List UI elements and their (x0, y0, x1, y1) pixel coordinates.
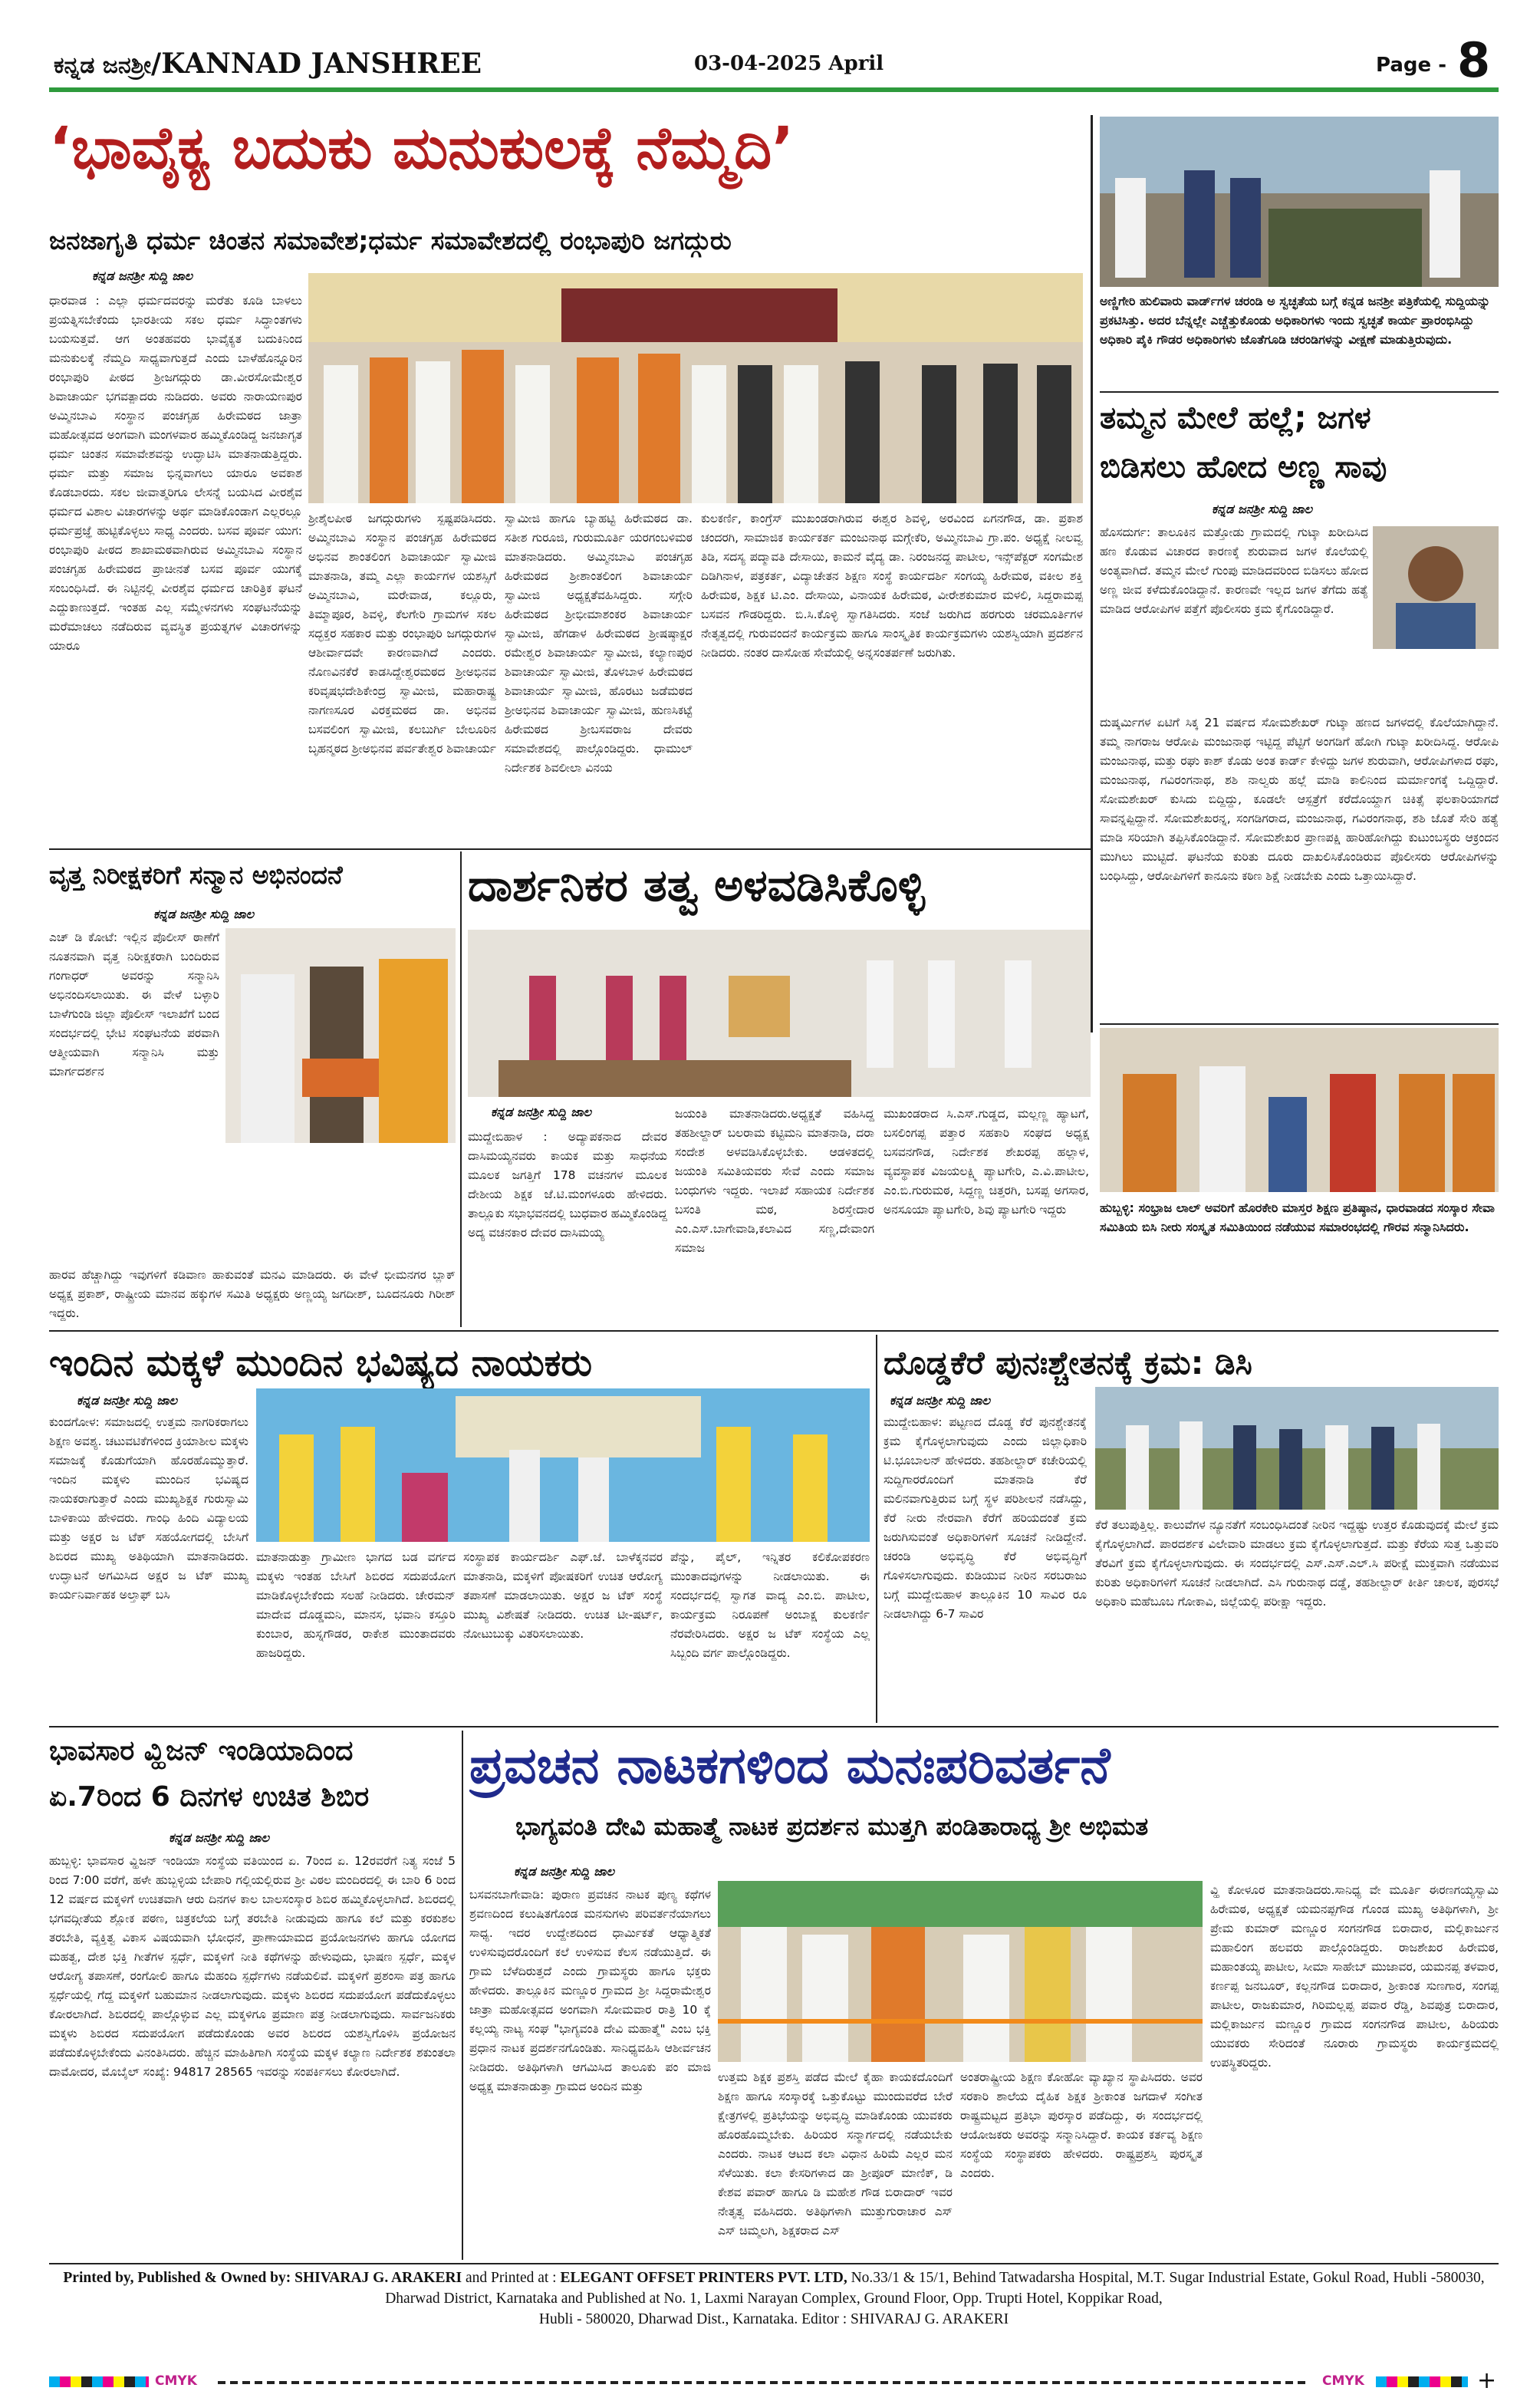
future-photo (256, 1388, 870, 1542)
masthead-rule (49, 87, 1499, 92)
philosophy-col-2: ಜಯಂತಿ ಮಾತನಾಡಿದರು.ಅಧ್ಯಕ್ಷತೆ ವಹಿಸಿದ್ದ ತಹಶೀಲ್ದಾರ್ ಬಲರಾಮ ಕಟ್ಟಿಮನಿ ಮಾತನಾಡಿ, ದರಾ ಸಂದೇಶ ಅಳವಡಿಸಿಕೊಳ್ಳಬೇಕು. ಆಡಳಿತದಲ್ಲಿ ಜಯಂತಿ ಸಮಿತಿಯವರು ಸೇವೆ ಎಂದು ಸಮಾಜ ಬಂಧುಗಳು ಇದ್ದರು. ಇಲಾಖೆ ಸಹಾಯಕ ನಿರ್ದೇಶಕ ಬಸಂತಿ ಮಠ, ಶಿರಸ್ತೇದಾರ ಎಂ.ಎಸ್.ಬಾಗೇವಾಡಿ,ಕಲಾವಿದ ಸಣ್ಣ,ದೇವಾಂಗ ಸಮಾಜ (675, 1107, 874, 1255)
camp-byline: ಕನ್ನಡ ಜನಶ್ರೀ ಸುದ್ದಿ ಜಾಲ (169, 1830, 270, 1845)
page-label: Page - (1376, 54, 1446, 77)
drama-headline: ಪ್ರವಚನ ನಾಟಕಗಳಿಂದ ಮನಃಪರಿವರ್ತನೆ (469, 1736, 1111, 1795)
brother-byline: ಕನ್ನಡ ಜನಶ್ರೀ ಸುದ್ದಿ ಜಾಲ (1212, 502, 1313, 516)
imprint-press: ELEGANT OFFSET PRINTERS PVT. LTD, (560, 2270, 847, 2286)
officer-byline: ಕನ್ನಡ ಜನಶ್ರೀ ಸುದ್ದಿ ಜಾಲ (153, 907, 255, 921)
vertical-rule-top (1091, 115, 1093, 1033)
color-swatches-left (49, 2376, 149, 2387)
lake-headline: ದೊಡ್ಡಕೆರೆ ಪುನಃಶ್ಚೇತನಕ್ಕೆ ಕ್ರಮ: ಡಿಸಿ (884, 1344, 1252, 1382)
logo-separator: / (151, 48, 162, 80)
drain-photo (1100, 117, 1499, 287)
logo-kannada: ಕನ್ನಡ ಜನಶ್ರೀ (54, 52, 152, 79)
rule-right-1 (1100, 391, 1499, 393)
drain-caption: ಅಣ್ಣಿಗೇರಿ ಹುಲಿವಾರು ವಾರ್ಡ್‌ಗಳ ಚರಂಡಿ ಅ ಸ್ವಚ್ಛತೆಯ ಬಗ್ಗೆ ಕನ್ನಡ ಜನಶ್ರೀ ಪತ್ರಿಕೆಯಲ್ಲಿ ಸುದ್ದಿಯನ್ನು ಪ್ರಕಟಿಸಿತ್ತು. ಅದರ ಬೆನ್ನಲ್ಲೇ ಎಚ್ಚೆತ್ತುಕೊಂಡು ಅಧಿಕಾರಿಗಳು ಇಂದು ಸ್ವಚ್ಛತೆ ಕಾರ್ಯ ಪ್ರಾರಂಭಿಸಿದ್ದು ಅಧಿಕಾರಿ ಪೈಕಿ ಗೌಡರ ಅಧಿಕಾರಿಗಳು ಜೊತೆಗೂಡಿ ಚರಂಡಿಗಳನ್ನು ವೀಕ್ಷಣೆ ಮಾಡುತ್ತಿರುವುದು. (1100, 294, 1491, 347)
philosophy-col-3: ಮುಖಂಡರಾದ ಸಿ.ಎಸ್.ಗುಡ್ಡದ, ಮಲ್ಲಣ್ಣ ಹ್ಯಾಟಗೆ, ಬಸಲಿಂಗಪ್ಪ ಪತ್ತಾರ ಸಹಕಾರಿ ಸಂಘದ ಅಧ್ಯಕ್ಷ ಬಸವನಗೌಡ, ನಿರ್ದೇಶಕ ಶೇಖರಪ್ಪ ಹಲ್ಲಾಳ, ವ್ಯವಸ್ಥಾಪಕ ವಿಜಯಲಕ್ಷ್ಮಿ ಪ್ಯಾಟಗೇರಿ, ಎ.ವಿ.ಪಾಟೀಲ, ಎಂ.ಬಿ.ಗುರುಮಠ, ಸಿದ್ದಣ್ಣ ಚಿತ್ತರಗಿ, ಬಸಪ್ಪ ಅಗಸಾರ, ಅನಸೂಯಾ ಪ್ಯಾಟಗೇರಿ, ಶಿವು ಪ್ಯಾಟಗೇರಿ ಇದ್ದರು (884, 1107, 1089, 1217)
top-byline: ಕನ್ನಡ ಜನಶ್ರೀ ಸುದ್ದಿ ಜಾಲ (92, 268, 193, 283)
drama-col-3: ಅಂತರಾಷ್ಟ್ರೀಯ ಶಿಕ್ಷಣ ಕೋಹೋ ವ್ಯಾಖ್ಯಾನ ಸ್ಥಾಪಿಸಿದರು. ಅವರ ಸರಕಾರಿ ಶಾಲೆಯ ದೈಹಿಕ ಶಿಕ್ಷಕ ಶ್ರೀಕಾಂತ ಜಗದಾಳೆ ಸಂಗೀತ ರಾಷ್ಟ್ರಮಟ್ಟದ ಪ್ರತಿಭಾ ಪುರಸ್ಕಾರ ಪಡೆದಿದ್ದು, ಈ ಸಂದರ್ಭದಲ್ಲಿ ಆಯೋಜಕರು ಅವರನ್ನು ಸನ್ಮಾನಿಸಿದ್ದಾರೆ. ಕಾಯಕ ಕರ್ತವ್ಯ ಶಿಕ್ಷಣ ಸಂಸ್ಥೆಯ ಸಂಸ್ಥಾಪಕರು ಹೇಳಿದರು. ರಾಷ್ಟ್ರಪ್ರಶಸ್ತಿ ಪುರಸ್ಕೃತ ಎಂದರು. (960, 2070, 1203, 2180)
camp-headline-1: ಭಾವಸಾರ ವ್ಹಿಜನ್ ಇಂಡಿಯಾದಿಂದ (49, 1735, 354, 1767)
imprint-owner: SHIVARAJ G. ARAKERI (295, 2270, 462, 2286)
color-swatches-right (1376, 2376, 1468, 2387)
imprint-label-press: and Printed at : (466, 2270, 557, 2286)
brother-body-top: ಹೊಸದುರ್ಗ: ತಾಲೂಕಿನ ಮತ್ತೋಡು ಗ್ರಾಮದಲ್ಲಿ ಗುಟ್ಕಾ ಖರೀದಿಸಿದ ಹಣ ಕೊಡುವ ವಿಚಾರದ ಕಾರಣಕ್ಕೆ ಶುರುವಾದ ಜಗಳ ಕೊಲೆಯಲ್ಲಿ ಅಂತ್ಯವಾಗಿದೆ. ತಮ್ಮನ ಮೇಲೆ ಗುಂಪು ಮಾಡಿದವರಿಂದ ಬಿಡಿಸಲು ಹೋದ ಅಣ್ಣ ಜೀವ ಕಳೆದುಕೊಂಡಿದ್ದಾನೆ. ಕಾರಣವೇ ಇಲ್ಲದ ಜಗಳ ತೆಗೆದು ಹತ್ಯೆ ಮಾಡಿದ ಆರೋಪಿಗಳ ಪತ್ತೆಗೆ ಪೊಲೀಸರು ಕ್ರಮ ಕೈಗೊಂಡಿದ್ದಾರೆ. (1100, 525, 1368, 616)
lake-byline: ಕನ್ನಡ ಜನಶ್ರೀ ಸುದ್ದಿ ಜಾಲ (890, 1393, 991, 1408)
date-value: 03-04-2025 (694, 52, 822, 75)
brother-headline-1: ತಮ್ಮನ ಮೇಲೆ ಹಲ್ಲೆ; ಜಗಳ (1100, 400, 1371, 436)
registration-dash-left (218, 2381, 1307, 2384)
drama-col-2: ಉತ್ತಮ ಶಿಕ್ಷಕ ಪ್ರಶಸ್ತಿ ಪಡೆದ ಮೇಲೆ ಕೈಹಾ ಕಾಯಕದೊಂದಿಗೆ ಶಿಕ್ಷಣ ಹಾಗೂ ಸಂಸ್ಕಾರಕ್ಕೆ ಒತ್ತುಕೊಟ್ಟು ಮುಂದುವರೆದ ಬೇರೆ ಕ್ಷೇತ್ರಗಳಲ್ಲಿ ಪ್ರತಿಭೆಯನ್ನು ಅಭಿವೃದ್ಧಿ ಮಾಡಿಕೊಂಡು ಯುವಕರು ಹೊರಹೊಮ್ಮಬೇಕು. ಹಿರಿಯರ ಸನ್ಮಾರ್ಗದಲ್ಲಿ ನಡೆಯಬೇಕು ಎಂದರು. ನಾಟಕ ಆಟದ ಕಲಾ ವಿಧಾನ ಹಿರಿಮೆ ಎಲ್ಲರ ಮನ ಸೆಳೆಯಿತು. ಕಲಾ ಕೇಸರಿಗಳಾದ ಡಾ ಶ್ರೀಪೂರ್ ಮಾಣಿಕ್, ಡಿ ಕೇಶವ ಪವಾರ್ ಹಾಗೂ ಡಿ ಮಹೇಶ ಗೌಡ ಬಿರಾದಾರ್ ಇವರ ನೇತೃತ್ವ ವಹಿಸಿದರು. ಅತಿಥಿಗಳಾಗಿ ಮುತ್ತುಗುರಾಚಾರ ಎಸ್ ಎಸ್ ಚಿಮ್ಮಲಗಿ, ಶಿಕ್ಷಕರಾದ ಎಸ್ (718, 2070, 953, 2238)
lake-photo (1095, 1387, 1499, 1510)
officer-photo (225, 928, 456, 1143)
officer-body-full: ಹಾರವ ಹೆಚ್ಚಾಗಿದ್ದು ಇವುಗಳಿಗೆ ಕಡಿವಾಣ ಹಾಕುವಂತೆ ಮನವಿ ಮಾಡಿದರು. ಈ ವೇಳೆ ಭೀಮನಗರ ಬ್ಲಾಕ್ ಅಧ್ಯಕ್ಷ ಪ್ರಕಾಶ್, ರಾಷ್ಟ್ರೀಯ ಮಾನವ ಹಕ್ಕುಗಳ ಸಮಿತಿ ಅಧ್ಯಕ್ಷರು ಅಣ್ಣಯ್ಯ ಜಗದೀಶ್, ಬೂದನೂರು ಗಿರೀಶ್ ಇದ್ದರು. (49, 1268, 456, 1320)
cmyk-label-right: CMYK (1322, 2373, 1364, 2389)
imprint (49, 2268, 1499, 2352)
imprint-label-printed: Printed by, Published & Owned by: (63, 2270, 291, 2286)
page-number: 8 (1457, 34, 1491, 87)
rule-band-3-vertical (876, 1335, 877, 1723)
month-value: April (828, 52, 884, 75)
drama-byline: ಕನ್ನಡ ಜನಶ್ರೀ ಸುದ್ದಿ ಜಾಲ (514, 1864, 615, 1879)
top-col-2: ಶ್ರೀಶೈಲಪೀಠ ಜಗದ್ಗುರುಗಳು ಸ್ಪಷ್ಟಪಡಿಸಿದರು. ಅಮ್ಮಿನಬಾವಿ ಸಂಸ್ಥಾನ ಪಂಚಗೃಹ ಹಿರೇಮಠದ ಅಭಿನವ ಶಾಂತಲಿಂಗ ಶಿವಾಚಾರ್ಯ ಸ್ವಾಮೀಜಿ ಮಾತನಾಡಿ, ತಮ್ಮ ಎಲ್ಲಾ ಕಾರ್ಯಗಳ ಯಶಸ್ಸಿಗೆ ಅಮ್ಮಿನಬಾವಿ, ಮರೇವಾಡ, ಕಲ್ಲೂರು, ತಿಮ್ಮಾಪೂರ, ಶಿವಳ್ಳಿ, ಕೆಲಗೇರಿ ಗ್ರಾಮಗಳ ಸಕಲ ಸದ್ಭಕ್ತರ ಸಹಕಾರ ಮತ್ತು ರಂಭಾಪುರಿ ಜಗದ್ಗುರುಗಳ ಆಶೀರ್ವಾದವೇ ಕಾರಣವಾಗಿದೆ ಎಂದರು. ನೊಣವಿನಕೆರೆ ಕಾಡಸಿದ್ದೇಶ್ವರಮಠದ ಶ್ರೀಅಭಿನವ ಕರಿವೃಷಭದೇಶಿಕೇಂದ್ರ ಸ್ವಾಮೀಜಿ, ಮಹಾರಾಷ್ಟ್ರ ನಾಗಣಸೂರ ವಿರಕ್ತಮಠದ ಡಾ. ಅಭಿನವ ಬಸವಲಿಂಗ ಸ್ವಾಮೀಜಿ, ಕಲಬುರ್ಗಿ ಬೇಲೂರಿನ ಬೃಹನ್ಮಠದ ಶ್ರೀಅಭಿನವ ಪರ್ವತೇಶ್ವರ ಶಿವಾಚಾರ್ಯ (308, 512, 496, 756)
rule-mid-vertical (460, 851, 462, 1327)
lake-col-1: ಮುದ್ದೇಬಿಹಾಳ: ಪಟ್ಟಣದ ದೊಡ್ಡ ಕೆರೆ ಪುನಶ್ಚೇತನಕ್ಕೆ ಕ್ರಮ ಕೈಗೊಳ್ಳಲಾಗುವುದು ಎಂದು ಜಿಲ್ಲಾಧಿಕಾರಿ ಟಿ.ಭೂಬಾಲನ್ ಹೇಳಿದರು. ತಹಶೀಲ್ದಾರ್ ಕಚೇರಿಯಲ್ಲಿ ಸುದ್ದಿಗಾರರೊಂದಿಗೆ ಮಾತನಾಡಿ ಕೆರೆ ಮಲಿನವಾಗುತ್ತಿರುವ ಬಗ್ಗೆ ಸ್ಥಳ ಪರಿಶೀಲನೆ ನಡೆಸಿದ್ದು, ಕೆರೆ ನೀರು ನೇರವಾಗಿ ಕೆರೆಗೆ ಹರಿಯದಂತೆ ಕ್ರಮ ಜರುಗಿಸುವಂತೆ ಅಧಿಕಾರಿಗಳಿಗೆ ಸೂಚನೆ ನೀಡಿದ್ದೇನೆ. ಚರಂಡಿ ಅಭಿವೃದ್ಧಿ ಕೆರೆ ಅಭಿವೃದ್ಧಿಗೆ ಗೊಳಿಸಲಾಗುವುದು. ಕುಡಿಯುವ ನೀರಿನ ಸರಬರಾಜು ಬಗ್ಗೆ ಮುದ್ದೇಬಿಹಾಳ ತಾಲ್ಲೂಕಿನ 10 ಸಾವಿರ ರೂ ನೀಡಲಾಗಿದ್ದು 6-7 ಸಾವಿರ (884, 1415, 1087, 1621)
masthead-logo (54, 48, 482, 80)
lake-col-2: ಕೆರೆ ತಲುಪುತ್ತಿಲ್ಲ. ಕಾಲುವೆಗಳ ನ್ಯೂನತೆಗೆ ಸಂಬಂಧಿಸಿದಂತೆ ನೀರಿನ ಇದ್ದಷ್ಟು ಉತ್ತರ ಕೊಡುವುದಕ್ಕೆ ಮೇಲೆ ಕ್ರಮ ಕೈಗೊಳ್ಳಲಾಗಿದೆ. ಪಾರದರ್ಶಕ ವಿಲೇವಾರಿ ಮಾಡಲು ಕ್ರಮ ಕೈಗೊಳ್ಳಲಾಗುತ್ತದೆ. ಮತ್ತು ಕೆರೆಯ ಸುತ್ತ ಒತ್ತುವರಿ ತೆರವಿಗೆ ಕ್ರಮ ಕೈಗೊಳ್ಳಲಾಗುವುದು. ಈ ಸಂದರ್ಭದಲ್ಲಿ ಎಸ್.ಎಸ್.ಎಲ್.ಸಿ ಪರೀಕ್ಷೆ ಮುಕ್ತವಾಗಿ ನಡೆಯುವ ಕುರಿತು ಅಧಿಕಾರಿಗಳಿಗೆ ಸೂಚನೆ ನೀಡಲಾಗಿದೆ. ಎಸಿ ಗುರುನಾಥ ದಡ್ಡೆ, ತಹಶೀಲ್ದಾರ್ ಕೀರ್ತಿ ಚಾಲಕ, ಪುರಸಭೆ ಅಧಿಕಾರಿ ಮಹೆಬೂಬ ಗೋಕಾವಿ, ಜಿಲ್ಲೆಯಲ್ಲಿ ಪರೀಕ್ಷಾ ಇದ್ದರು. (1095, 1518, 1499, 1609)
officer-body-narrow: ಎಚ್ ಡಿ ಕೋಟೆ: ಇಲ್ಲಿನ ಪೊಲೀಸ್ ಠಾಣೆಗೆ ನೂತನವಾಗಿ ವೃತ್ತ ನಿರೀಕ್ಷಕರಾಗಿ ಬಂದಿರುವ ಗಂಗಾಧರ್ ಅವರನ್ನು ಸನ್ಮಾನಿಸಿ ಅಭಿನಂದಿಸಲಾಯಿತು. ಈ ವೇಳೆ ಬಳ್ಳಾರಿ ಬಾಳೆಗುಂಡಿ ಜಿಲ್ಲಾ ಪೊಲೀಸ್ ಇಲಾಖೆಗೆ ಬಂದ ಸಂದರ್ಭದಲ್ಲಿ ಭೇಟಿ ಸಂಘಟನೆಯ ಪರವಾಗಿ ಆತ್ಮೀಯವಾಗಿ ಸನ್ಮಾನಿಸಿ ಮತ್ತು ಮಾರ್ಗದರ್ಶನ (49, 930, 219, 1079)
top-headline: ‘ಭಾವೈಕ್ಯ ಬದುಕು ಮನುಕುಲಕ್ಕೆ ನೆಮ್ಮದಿ’ (49, 114, 795, 182)
camp-body: ಹುಬ್ಬಳ್ಳಿ: ಭಾವಸಾರ ವ್ಹಿಜನ್ ಇಂಡಿಯಾ ಸಂಸ್ಥೆಯ ವತಿಯಿಂದ ಏ. 7ರಿಂದ ಏ. 12ರವರೆಗೆ ನಿತ್ಯ ಸಂಜೆ 5 ರಿಂದ 7:00 ವರೆಗೆ, ಹಳೇ ಹುಬ್ಬಳ್ಳಿಯ ಬೇಪಾರಿ ಗಲ್ಲಿಯಲ್ಲಿರುವ ಶ್ರೀ ವಿಠಲ ಮಂದಿರದಲ್ಲಿ ಈ ಬಾರಿ 6 ರಿಂದ 12 ವರ್ಷದ ಮಕ್ಕಳಿಗೆ ಉಚಿತವಾಗಿ ಆರು ದಿನಗಳ ಕಾಲ ಬಾಲಸಂಸ್ಕಾರ ಶಿಬಿರ ಹಮ್ಮಿಕೊಳ್ಳಲಾಗಿದೆ. ಶಿಬಿರದಲ್ಲಿ ಭಗವದ್ಗೀತೆಯ ಶ್ಲೋಕ ಪಠಣ, ಚಿತ್ರಕಲೆಯ ಬಗ್ಗೆ ತರಬೇತಿ ನೀಡುವುದು ಹಾಗೂ ಕಲೆ ಮತ್ತು ಕರಕುಶಲ ತರಬೇತಿ, ವ್ಯಕ್ತಿತ್ವ ವಿಕಾಸ ವಿಷಯವಾಗಿ ಭೋಧನೆ, ಪ್ರಾಣಾಯಾಮದ ಪ್ರಯೋಜನಗಳು ಹಾಗೂ ಯೋಗದ ಮಹತ್ವ, ದೇಶ ಭಕ್ತಿ ಗೀತೆಗಳ ಸ್ಪರ್ಧೆ, ಮಕ್ಕಳಿಗೆ ನೀತಿ ಕಥೆಗಳನ್ನು ಹೇಳುವುದು, ಭಾಷಣ ಸ್ಪರ್ಧೆ, ಮಕ್ಕಳ ಆರೋಗ್ಯ ತಪಾಸಣೆ, ರಂಗೋಲಿ ಹಾಗೂ ಮೆಹಂದಿ ಸ್ಪರ್ಧೆಗಳು ನಡೆಯಲಿವೆ. ಮಕ್ಕಳಿಗೆ ಪ್ರಶಂಸಾ ಪತ್ರ ಹಾಗೂ ಸ್ಪರ್ಧೆಯಲ್ಲಿ ಗೆದ್ದ ಮಕ್ಕಳಿಗೆ ಬಹುಮಾನ ನೀಡಲಾಗುವುದು. ಮಕ್ಕಳು ಶಿಬಿರದ ಸದುಪಯೋಗ ಪಡೆದುಕೊಳ್ಳಲು ಕೋರಲಾಗಿದೆ. ಶಿಬಿರದಲ್ಲಿ ಪಾಲ್ಗೊಳ್ಳುವ ಎಲ್ಲ ಮಕ್ಕಳಿಗೂ ಪ್ರಮಾಣ ಪತ್ರ ನೀಡಲಾಗುವುದು. ಸಾರ್ವಜನಿಕರು ಮಕ್ಕಳು ಶಿಬಿರದ ಸದುಪಯೋಗ ಪಡೆದುಕೊಂಡು ಅವರ ಶಿಬಿರದ ಯಶಸ್ವಿಗೊಳಿಸಿ ಪ್ರಯೋಜನ ಪಡೆದುಕೊಳ್ಳಬೇಕೆಂದು ವಿನಂತಿಸಿದರು. ಹೆಚ್ಚಿನ ಮಾಹಿತಿಗಾಗಿ ಸಂಸ್ಥೆಯ ಮಕ್ಕಳ ಕಲ್ಯಾಣ ನಿರ್ದೇಶಕ ಶಕುಂತಲಾ ದಾಮೋದರ, ಮೊಬೈಲ್ ಸಂಖ್ಯೆ: 94817 28565 ಇವರನ್ನು ಸಂಪರ್ಕಿಸಲು ಕೋರಲಾಗಿದೆ. (49, 1854, 456, 2079)
registration-plus: + (1477, 2367, 1497, 2394)
rule-band-3 (49, 1330, 1499, 1332)
issue-date (694, 52, 884, 75)
brother-portrait (1373, 526, 1499, 649)
rule-right-2 (1100, 1023, 1499, 1025)
drama-photo (718, 1881, 1203, 2062)
officer-headline: ವೃತ್ತ ನಿರೀಕ್ಷಕರಿಗೆ ಸನ್ಮಾನ ಅಭಿನಂದನೆ (49, 860, 343, 890)
future-headline: ಇಂದಿನ ಮಕ್ಕಳೆ ಮುಂದಿನ ಭವಿಷ್ಯದ ನಾಯಕರು (49, 1342, 592, 1385)
top-photo (308, 273, 1083, 503)
logo-english: KANNAD JANSHREE (161, 48, 482, 80)
imprint-address-2: Hubli - 580020, Dharwad Dist., Karnataka. Editor : SHIVARAJ G. ARAKERI (538, 2311, 1009, 2327)
future-byline: ಕನ್ನಡ ಜನಶ್ರೀ ಸುದ್ದಿ ಜಾಲ (77, 1393, 178, 1408)
camp-headline-2: ಏ.7ರಿಂದ 6 ದಿನಗಳ ಉಚಿತ ಶಿಬಿರ (49, 1781, 370, 1813)
brother-headline-2: ಬಿಡಿಸಲು ಹೋದ ಅಣ್ಣ ಸಾವು (1100, 450, 1387, 485)
rule-band-4-vertical (462, 1731, 463, 2260)
future-col-2: ಮಾತನಾಡುತ್ತಾ ಗ್ರಾಮೀಣ ಭಾಗದ ಬಡ ವರ್ಗದ ಮಕ್ಕಳು ಇಂತಹ ಬೇಸಿಗೆ ಶಿಬಿರದ ಸದುಪಯೋಗ ಮಾಡಿಕೊಳ್ಳಬೇಕೆಂದು ಸಲಹೆ ನೀಡಿದರು. ಚೇರಮನ್ ಮಾದೇವ ದೊಡ್ಡಮನಿ, ಮಾನಸ, ಭವಾನಿ ಕಸ್ತೂರಿ ಕುಂಬಾರ, ಹುಸ್ನಗೌಡರ, ರಾಕೇಶ ಮುಂತಾದವರು ಹಾಜರಿದ್ದರು. (256, 1550, 456, 1660)
drama-col-4: ವ್ಹಿ ಕೋಳೂರ ಮಾತನಾಡಿದರು.ಸಾನಿಧ್ಯ ವೇ ಮೂರ್ತಿ ಈರಣಗಯ್ಯಸ್ವಾಮಿ ಹಿರೇಮಠ, ಅಧ್ಯಕ್ಷತೆ ಯಮನಪ್ಪಗೌಡ ಗೊಂಡ ಮುಖ್ಯ ಅತಿಥಿಗಳಾಗಿ, ಶ್ರೀ ಪ್ರೇಮ ಕುಮಾರ್ ಮಣ್ಣೂರ ಸಂಗನಗೌಡ ಬಿರಾದಾರ, ಮಲ್ಲಿಕಾರ್ಜುನ ಮಹಾಲಿಂಗ ಹಲವರು ಪಾಲ್ಗೊಂಡಿದ್ದರು. ರಾಜಶೇಖರ ಹಿರೇಮಠ, ಮಹಾಂತಯ್ಯ ಪಾಟೀಲ, ಸೀಮಾ ಸಾಹೇಬ್ ಮುಜಾವರ, ಯಮನಪ್ಪ ತಳವಾರ, ಕರ್ಣಪ್ಪ ಜನಬೂರ್, ಕಲ್ಲನಗೌಡ ಬಿರಾದಾರ, ಶ್ರೀಕಾಂತ ಸುಣಗಾರ, ಸಂಗಪ್ಪ ಪಾಟೀಲ, ರಾಜಕುಮಾರ, ಗಿರಿಮಲ್ಲಪ್ಪ ಪವಾರ ರೆಡ್ಡಿ, ಶಿವಪುತ್ರ ಬಿರಾದಾರ, ಮಲ್ಲಿಕಾರ್ಜುನ ಮಣ್ಣೂರ ಗ್ರಾಮದ ಸಂಗನಗೌಡ ಪಾಟೀಲ, ಹಿರಿಯರು ಯುವಕರು ಸೇರಿದಂತೆ ನೂರಾರು ಗ್ರಾಮಸ್ಥರು ಕಾರ್ಯಕ್ರಮದಲ್ಲಿ ಉಪಸ್ಥಿತರಿದ್ದರು. (1210, 1883, 1499, 2070)
registration-strip (49, 2367, 1499, 2394)
future-col-4: ಪೆನ್ನು, ಪೈಲ್, ಇನ್ನಿತರ ಕಲಿಕೋಪಕರಣ ಮುಂತಾದವುಗಳನ್ನು ನೀಡಲಾಯಿತು. ಈ ಸಂದರ್ಭದಲ್ಲಿ ಸ್ವಾಗತ ವಾದ್ಯ ಎಂ.ಬಿ. ಪಾಟೀಲ, ಕಾರ್ಯಕ್ರಮ ನಿರೂಪಣೆ ಅಂಬಾಕ್ಷ ಕುಲಕರ್ಣಿ ನೆರವೇರಿಸಿದರು. ಅಕ್ಷರ ಜ ಟೆಕ್ ಸಂಸ್ಥೆಯ ಎಲ್ಲ ಸಿಬ್ಬಂದಿ ವರ್ಗ ಪಾಲ್ಗೊಂಡಿದ್ದರು. (670, 1550, 870, 1660)
rule-band-4 (49, 1726, 1499, 1727)
imprint-rule (49, 2263, 1499, 2264)
philosophy-col-1: ಮುದ್ದೇಬಿಹಾಳ : ಅದ್ಯಾಪಕನಾದ ದೇವರ ದಾಸಿಮಯ್ಯನವರು ಕಾಯಕ ಮತ್ತು ಸಾಧನೆಯ ಮೂಲಕ ಜಗತ್ತಿಗೆ 178 ವಚನಗಳ ಮೂಲಕ ದೇಶೀಯ ಶಿಕ್ಷಕ ಜೆ.ಟಿ.ಮಂಗಳೂರು ಹೇಳಿದರು. ತಾಲ್ಲೂಕು ಸಭಾಭವನದಲ್ಲಿ ಬುಧವಾರ ಹಮ್ಮಿಕೊಂಡಿದ್ದ ಅದ್ಯ ವಚನಕಾರ ದೇವರ ದಾಸಿಮಯ್ಯ (468, 1130, 667, 1240)
drama-col-1: ಬಸವನಬಾಗೇವಾಡಿ: ಪುರಾಣ ಪ್ರವಚನ ನಾಟಕ ಪುಣ್ಯ ಕಥೆಗಳ ಶ್ರವಣದಿಂದ ಕಲುಷಿತಗೊಂಡ ಮನಸುಗಳು ಪರಿವರ್ತನೆಯಾಗಲು ಸಾಧ್ಯ. ಇದರ ಉದ್ದೇಶದಿಂದ ಧಾರ್ಮಿಕತೆ ಆಧ್ಯಾತ್ಮಿಕತೆ ಉಳಿಸುವುದರೊಂದಿಗೆ ಕಲೆ ಉಳಿಸುವ ಕೆಲಸ ನಡೆಯುತ್ತಿದೆ. ಈ ಗ್ರಾಮ ಬೆಳೆದಿರುತ್ತದೆ ಎಂದು ಗ್ರಾಮಸ್ಥರು ಹಾಗೂ ಭಕ್ತರು ಹೇಳಿದರು. ತಾಲ್ಲೂಕಿನ ಮಣ್ಣೂರ ಗ್ರಾಮದ ಶ್ರೀ ಸಿದ್ದರಾಮೇಶ್ವರ ಜಾತ್ರಾ ಮಹೋತ್ಸವದ ಅಂಗವಾಗಿ ಸೋಮವಾರ ರಾತ್ರಿ 10 ಕ್ಕೆ ಕಲ್ಲಯ್ಯ ನಾಟ್ಯ ಸಂಘ "ಭಾಗ್ಯವಂತಿ ದೇವಿ ಮಹಾತ್ಮೆ" ಎಂಬ ಭಕ್ತಿ ಪ್ರಧಾನ ನಾಟಕ ಪ್ರದರ್ಶನಗೊಂಡಿತು. ಸಾನಿಧ್ಯವಹಿಸಿ ಆಶೀರ್ವಚನ ನೀಡಿದರು. ಅತಿಥಿಗಳಾಗಿ ಆಗಮಿಸಿದ ತಾಲೂಕು ಪಂ ಮಾಜಿ ಅಧ್ಯಕ್ಷ ಮಾತನಾಡುತ್ತಾ ಗ್ರಾಮದ ಅಂದಿನ ಮತ್ತು (469, 1888, 711, 2093)
future-col-3: ಸಂಸ್ಥಾಪಕ ಕಾರ್ಯದರ್ಶಿ ಎಫ್.ಜೆ. ಬಾಳೆಕ್ಕನವರ ಮಾತನಾಡಿ, ಮಕ್ಕಳಿಗೆ ಪೋಷಕರಿಗೆ ಉಚಿತ ಆರೋಗ್ಯ ತಪಾಸಣೆ ಮಾಡಲಾಯಿತು. ಅಕ್ಷರ ಜ ಟೆಕ್ ಸಂಸ್ಥೆ ಮುಖ್ಯ ವಿಶೇಷತೆ ನೀಡಿದರು. ಉಚಿತ ಟೀ-ಷರ್ಟ್, ನೋಟುಬುಕ್ಕು ವಿತರಿಸಲಾಯಿತು. (463, 1550, 663, 1641)
philosophy-headline: ದಾರ್ಶನಿಕರ ತತ್ವ ಅಳವಡಿಸಿಕೊಳ್ಳಿ (468, 859, 926, 911)
cmyk-label-left: CMYK (155, 2373, 197, 2389)
school-photo (1100, 1028, 1499, 1192)
future-col-1: ಕುಂದಗೋಳ: ಸಮಾಜದಲ್ಲಿ ಉತ್ತಮ ನಾಗರಿಕರಾಗಲು ಶಿಕ್ಷಣ ಅವಶ್ಯ. ಚಟುವಟಿಕೆಗಳಿಂದ ಕ್ರಿಯಾಶೀಲ ಮಕ್ಕಳು ಸಮಾಜಕ್ಕೆ ಕೊಡುಗೆಯಾಗಿ ಹೊರಹೊಮ್ಮುತ್ತಾರೆ. ಇಂದಿನ ಮಕ್ಕಳು ಮುಂದಿನ ಭವಿಷ್ಯದ ನಾಯಕರಾಗುತ್ತಾರೆ ಎಂದು ಮುಖ್ಯಶಿಕ್ಷಕ ಗುರುಸ್ವಾಮಿ ಬಾಳಿಕಾಯಿ ಹೇಳಿದರು. ಗಾಂಧಿ ಹಿಂದಿ ವಿದ್ಯಾಲಯ ಮತ್ತು ಅಕ್ಷರ ಜ ಟೆಕ್ ಸಹಯೋಗದಲ್ಲಿ ಬೇಸಿಗೆ ಶಿಬಿರದ ಮುಖ್ಯ ಅತಿಥಿಯಾಗಿ ಮಾತನಾಡಿದರು. ಉದ್ಘಾಟನೆ ಅಗಮಿಸಿದ ಅಕ್ಷರ ಜ ಟೆಕ್ ಮುಖ್ಯ ಕಾರ್ಯನಿರ್ವಾಹಕ ಅಲ್ತಾಫ್ ಬಸಿ (49, 1415, 248, 1602)
philosophy-byline: ಕನ್ನಡ ಜನಶ್ರೀ ಸುದ್ದಿ ಜಾಲ (491, 1105, 592, 1119)
brother-body-bottom: ದುಷ್ಕರ್ಮಿಗಳ ಏಟಿಗೆ ಸಿಕ್ಕ 21 ವರ್ಷದ ಸೋಮಶೇಖರ್ ಗುಟ್ಕಾ ಹಣದ ಜಗಳದಲ್ಲಿ ಕೊಲೆಯಾಗಿದ್ದಾನೆ. ತಮ್ಮ ನಾಗರಾಜ ಆರೋಪಿ ಮಂಜುನಾಥ ಇಟ್ಟಿದ್ದ ಪೆಟ್ಟಿಗೆ ಅಂಗಡಿಗೆ ಹೋಗಿ ಗುಟ್ಕಾ ಖರೀದಿಸಿದ್ದ. ಆರೋಪಿ ಮಂಜುನಾಥ, ಮತ್ತು ರಘು ಕಾಶ್ ಕೊಡು ಅಂತ ಕಾರ್ಡ್ ಕೇಳಿದ್ದು ಜಗಳ ಶುರುವಾಗಿ, ಆರೋಪಿಗಳಾದ ರಘು, ಮಂಜುನಾಥ, ಗವಿರಂಗನಾಥ, ಶಶಿ ನಾಲ್ವರು ಹಲ್ಲೆ ಮಾಡಿ ಕಾಲಿನಿಂದ ಮರ್ಮಾಂಗಕ್ಕೆ ಒದ್ದಿದ್ದಾರೆ. ಸೋಮಶೇಖರ್ ಕುಸಿದು ಬಿದ್ದಿದ್ದು, ಕೂಡಲೇ ಆಸ್ಪತ್ರೆಗೆ ಕರೆದೊಯ್ದಾಗ ಚಿಕಿತ್ಸೆ ಫಲಕಾರಿಯಾಗದೆ ಸಾವನ್ನಪ್ಪಿದ್ದಾನೆ. ಸೋಮಶೇಖರನ್ನ, ಸಂಗಡಿಗರಾದ, ಮಂಜುನಾಥ, ಗವಿರಂಗನಾಥ, ಶಶಿ ಜೊತೆ ಸೇರಿ ಹತ್ಯೆ ಮಾಡಿ ಸರಿಯಾಗಿ ತಪ್ಪಿಸಿಕೊಂಡಿದ್ದಾನೆ. ಸೋಮಶೇಖರ ಪ್ರಾಣಪಕ್ಷಿ ಹಾರಿಹೋಗಿದ್ದು ಕುಟುಂಬಸ್ಥರು ಆಕ್ರಂದನ ಮುಗಿಲು ಮುಟ್ಟಿದೆ. ಘಟನೆಯ ಕುರಿತು ದೂರು ದಾಖಲಿಸಿಕೊಂಡಿರುವ ಪೊಲೀಸರು ಆರೋಪಿಗಳನ್ನು ಬಂಧಿಸಿದ್ದು, ಆರೋಪಿಗಳಿಗೆ ಕಾನೂನು ಕಠಿಣ ಶಿಕ್ಷೆ ನೀಡಬೇಕು ಎಂದು ಒತ್ತಾಯಿಸಿದ್ದಾರೆ. (1100, 716, 1499, 883)
philosophy-photo (468, 930, 1091, 1097)
drama-subhead: ಭಾಗ್ಯವಂತಿ ದೇವಿ ಮಹಾತ್ಮೆ ನಾಟಕ ಪ್ರದರ್ಶನ ಮುತ್ತಗಿ ಪಂಡಿತಾರಾಧ್ಯ ಶ್ರೀ ಅಭಿಮತ (515, 1812, 1149, 1841)
top-subhead: ಜನಜಾಗೃತಿ ಧರ್ಮ ಚಿಂತನ ಸಮಾವೇಶ;ಧರ್ಮ ಸಮಾವೇಶದಲ್ಲಿ ರಂಭಾಪುರಿ ಜಗದ್ಗುರು (49, 226, 732, 255)
top-col-4: ಕುಲಕರ್ಣಿ, ಕಾಂಗ್ರೆಸ್ ಮುಖಂಡರಾಗಿರುವ ಈಶ್ವರ ಶಿವಳ್ಳಿ, ಅರವಿಂದ ಏಗನಗೌಡ, ಡಾ. ಪ್ರಕಾಶ ಚಂದರಗಿ, ಸಾಮಾಜಿಕ ಕಾರ್ಯಕರ್ತ ಮಂಜುನಾಥ ಮಗ್ಗೇಕೆರಿ, ಅಮ್ಮಿನಬಾವಿ ಗ್ರಾ.ಪಂ. ಅಧ್ಯಕ್ಷೆ ನೀಲವ್ವ ತಿಡಿ, ಸದಸ್ಯ ಪದ್ಮಾವತಿ ದೇಸಾಯಿ, ಕಾಮನೆ ವೈದ್ಯ ಡಾ. ನಿರಂಜನದ್ದ ಪಾಟೀಲ, ಇನ್ಸ್‌ಪೆಕ್ಟರ್ ಸಂಗಮೇಶ ದಿಡಿಗಿನಾಳ, ಪತ್ರಕರ್ತ, ವಿದ್ಯಾಚೇತನ ಶಿಕ್ಷಣ ಸಂಸ್ಥೆ ಕಾರ್ಯದರ್ಶಿ ಸಂಗಯ್ಯ ಹಿರೇಮಠ, ವಕೀಲ ಶಕ್ತಿ ಹಿರೇಮಠ, ಶಿಕ್ಷಕ ಟಿ.ಎಂ. ದೇಸಾಯಿ, ವಿನಾಯಕ ಹಿರೇಮಠ, ವೀರೇಶಕುಮಾರ ಮಳಲಿ, ಸಿದ್ದರಾಮಪ್ಪ ಬಸವನ ಗೌಡರಿದ್ದರು. ಬಿ.ಸಿ.ಕೊಳ್ಳಿ ಸ್ವಾಗತಿಸಿದರು. ಸಂಜೆ ಜರುಗಿದ ಹರಗುರು ಚರಮೂರ್ತಿಗಳ ನೇತೃತ್ವದಲ್ಲಿ ಗುರುವಂದನೆ ಕಾರ್ಯಕ್ರಮ ಹಾಗೂ ಸಾಂಸ್ಕೃತಿಕ ಕಾರ್ಯಕ್ರಮಗಳು ಯಶಸ್ವಿಯಾಗಿ ಪ್ರದರ್ಶನ ನೀಡಿದರು. ನಂತರ ದಾಸೋಹ ಸೇವೆಯಲ್ಲಿ ಅನ್ನಸಂತರ್ಪಣೆ ಜರುಗಿತು. (701, 512, 1083, 660)
top-col-3: ಸ್ವಾಮೀಜಿ ಹಾಗೂ ಬ್ಯಾಹಟ್ಟಿ ಹಿರೇಮಠದ ಡಾ. ಸತೀಶ ಗುರೂಜಿ, ಗುರುಮೂರ್ತಿ ಯರಗಂಬಳಿಮಠ ಮಾತನಾಡಿದರು. ಅಮ್ಮಿನಬಾವಿ ಪಂಚಗೃಹ ಹಿರೇಮಠದ ಶ್ರೀಶಾಂತಲಿಂಗ ಶಿವಾಚಾರ್ಯ ಸ್ವಾಮೀಜಿ ಅಧ್ಯಕ್ಷತೆವಹಿಸಿದ್ದರು. ಸಗ್ಗೇರಿ ಹಿರೇಮಠದ ಶ್ರೀಭೀಮಾಶಂಕರ ಶಿವಾಚಾರ್ಯ ಸ್ವಾಮೀಜಿ, ಹೆಗಡಾಳ ಹಿರೇಮಠದ ಶ್ರೀಷಷ್ಠಾಕ್ಷರ ರಮೇಶ್ವರ ಶಿವಾಚಾರ್ಯ ಸ್ವಾಮೀಜಿ, ಕಲ್ಯಾಣಪುರ ಶಿವಾಚಾರ್ಯ ಸ್ವಾಮೀಜಿ, ತೊಳಬಾಳ ಹಿರೇಮಠದ ಶಿವಾಚಾರ್ಯ ಸ್ವಾಮೀಜಿ, ಹೊರಟು ಜಡೆಮಠದ ಶ್ರೀಅಭಿನವ ಶಿವಾಚಾರ್ಯ ಸ್ವಾಮೀಜಿ, ಹುಣಸಿಕಟ್ಟೆ ಹಿರೇಮಠದ ಶ್ರೀಬಸವರಾಜ ದೇವರು ಸಮಾವೇಶದಲ್ಲಿ ಪಾಲ್ಗೊಂಡಿದ್ದರು. ಧಾಮುಲ್ ನಿರ್ದೇಶಕ ಶಿವಲೀಲಾ ವಿನಯ (505, 512, 693, 775)
imprint-address-1: No.33/1 & 15/1, Behind Tatwadarsha Hospital, M.T. Sugar Industrial Estate, Gokul Road, Hubli -580030, Dharwad District, Karnataka and Published at No. 1, Laxmi Narayan Complex, Ground Floor, Opp. Trupti Hotel, Koppikar Road, (385, 2270, 1485, 2307)
top-col-1: ಧಾರವಾಡ : ಎಲ್ಲಾ ಧರ್ಮದವರನ್ನು ಮರೆತು ಕೂಡಿ ಬಾಳಲು ಪ್ರಯತ್ನಿಸಬೇಕೆಂದು ಭಾರತೀಯ ಸಕಲ ಧರ್ಮ ಸಿದ್ಧಾಂತಗಳು ಬಯಸುತ್ತವೆ. ಆಗ ಅಂತಹವರು ಭಾವೈಕ್ಯತ ಬದುಕಿನಿಂದ ಮನುಕುಲಕ್ಕೆ ನೆಮ್ಮದಿ ಸಾಧ್ಯವಾಗುತ್ತದೆ ಎಂದು ಬಾಳೆಹೊನ್ನೂರಿನ ರಂಭಾಪುರಿ ಪೀಠದ ಶ್ರೀಜಗದ್ಗುರು ಡಾ.ವೀರಸೋಮೇಶ್ವರ ಶಿವಾಚಾರ್ಯ ಭಗವತ್ಪಾದರು ನುಡಿದರು. ಅವರು ನಾರಾಯಣಪುರ ಅಮ್ಮಿನಬಾವಿ ಸಂಸ್ಥಾನ ಪಂಚಗೃಹ ಹಿರೇಮಠದ ಜಾತ್ರಾ ಮಹೋತ್ಸವದ ಅಂಗವಾಗಿ ಮಂಗಳವಾರ ಹಮ್ಮಿಕೊಂಡಿದ್ದ ಜನಜಾಗೃತ ಧರ್ಮ ಚಿಂತನ ಸಮಾವೇಶವನ್ನು ಉದ್ಘಾಟಿಸಿ ಮಾತನಾಡುತ್ತಿದ್ದರು. ಧರ್ಮ ಮತ್ತು ಸಮಾಜ ಭಿನ್ನವಾಗಲು ಯಾರೂ ಅವಕಾಶ ಕೊಡಬಾರದು. ಸಕಲ ಜೀವಾತ್ಮರಿಗೂ ಲೇಸನ್ನೆ ಬಯಸಿದ ವೀರಶೈವ ಧರ್ಮದ ವಿಶಾಲ ವಿಚಾರಗಳನ್ನು ಅರ್ಥ ಮಾಡಿಕೊಂಡಾಗ ಎಲ್ಲರಲ್ಲೂ ಧರ್ಮಪ್ರಜ್ಞೆ ಹುಟ್ಟಿಕೊಳ್ಳಲು ಸಾಧ್ಯ ಎಂದರು. ಬಸವ ಪೂರ್ವ ಯುಗ: ರಂಭಾಪುರಿ ಪೀಠದ ಶಾಖಾಮಠವಾಗಿರುವ ಅಮ್ಮಿನಬಾವಿ ಸಂಸ್ಥಾನ ಪಂಚಗೃಹ ಹಿರೇಮಠದ ಪ್ರಾಚೀನತೆ ಬಸವ ಪೂರ್ವ ಯುಗಕ್ಕೆ ಸಂಬಂಧಿಸಿದೆ. ಈ ನಿಟ್ಟಿನಲ್ಲಿ ವೀರಶೈವ ಧರ್ಮದ ಚಾರಿತ್ರಿಕ ಘಟನೆ ಎದ್ದುಕಾಣುತ್ತದೆ. ಇಂತಹ ಎಲ್ಲ ಸಮ್ಮೇಳನಗಳು ಸಂಘಟನೆಯನ್ನು ಮರೆಮಾಚಲು ನಡೆದಿರುವ ವ್ಯವಸ್ಥಿತ ಪ್ರಯತ್ನಗಳ ವಿಚಾರಗಳನ್ನು ಯಾರೂ (49, 294, 302, 653)
rule-top-story-end (49, 848, 1092, 850)
school-caption: ಹುಬ್ಬಳ್ಳಿ: ಸಂಭ್ರಾಜ ಲಾಲ್ ಅವರಿಗೆ ಹೊರಕೇರಿ ಮಾಸ್ತರ ಶಿಕ್ಷಣ ಪ್ರತಿಷ್ಠಾನ, ಧಾರವಾಡದ ಸಂಸ್ಕಾರ ಸೇವಾ ಸಮಿತಿಯ ಬಿಸಿ ನೀರು ಸಂಸ್ಕೃತ ಸಮಿತಿಯಿಂದ ನಡೆಯುವ ಸಮಾರಂಭದಲ್ಲಿ ಗೌರವ ಸನ್ಮಾನಿಸಿದರು. (1100, 1200, 1495, 1234)
